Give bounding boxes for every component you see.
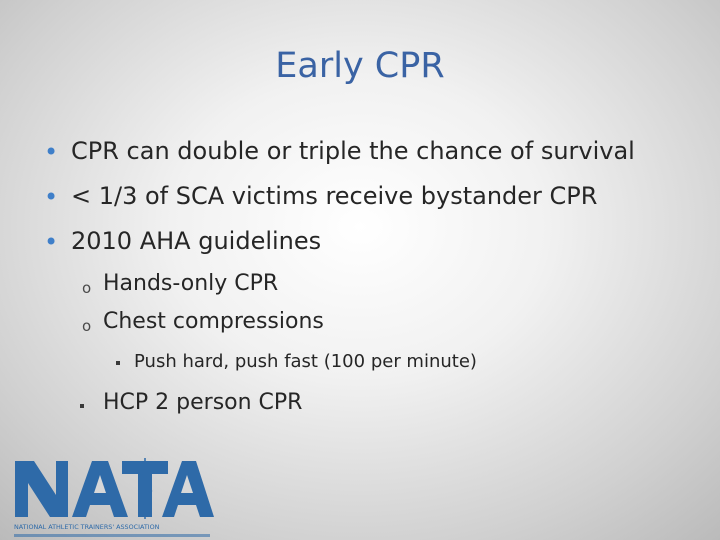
bullet-dot-icon: •	[44, 228, 59, 256]
square-bullet-icon	[116, 361, 120, 365]
circle-bullet-icon: o	[82, 279, 92, 297]
bullet-text: HCP 2 person CPR	[103, 390, 303, 415]
logo-tagline: NATIONAL ATHLETIC TRAINERS' ASSOCIATION	[14, 523, 160, 531]
bullet-text: CPR can double or triple the chance of survival	[71, 137, 635, 165]
sub-bullet-text: Chest compressions	[103, 309, 324, 334]
slide-title: Early CPR	[275, 46, 445, 86]
bullet-text: 2010 AHA guidelines	[71, 227, 322, 255]
square-bullet-icon	[80, 404, 84, 408]
circle-bullet-icon: o	[82, 317, 92, 335]
bullet-text: < 1/3 of SCA victims receive bystander CPR	[71, 182, 598, 210]
bullet-dot-icon: •	[44, 138, 59, 166]
nata-logo	[10, 455, 215, 540]
bullet-dot-icon: •	[44, 183, 59, 211]
sub-bullet-text: Hands-only CPR	[103, 271, 279, 296]
sub-sub-bullet-text: Push hard, push fast (100 per minute)	[134, 351, 477, 372]
